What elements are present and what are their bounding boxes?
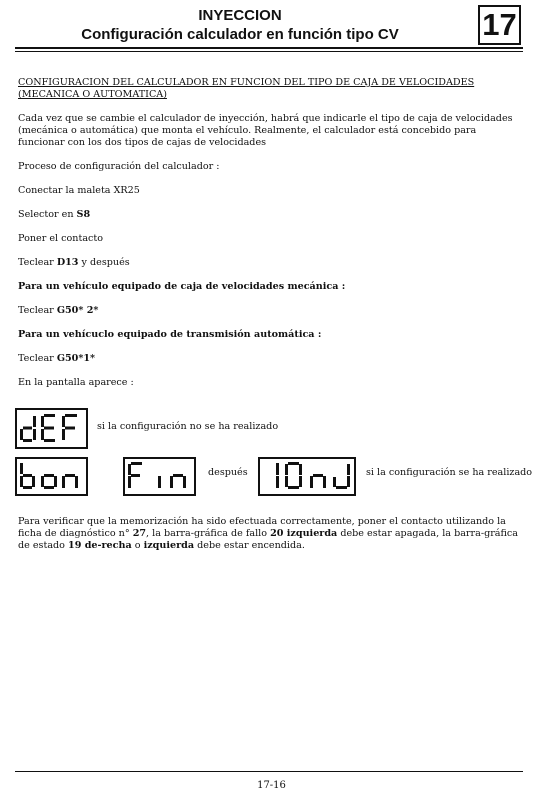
after-label: después: [208, 467, 248, 478]
step-type: Teclear D13 y después: [18, 257, 130, 268]
chapter-number: 17: [478, 5, 521, 45]
step-connect: Conectar la maleta XR25: [18, 185, 140, 196]
section-subtitle: Configuración calculador en función tipo CV: [81, 26, 399, 43]
section-title: INYECCION: [198, 7, 282, 24]
display-bon: [15, 457, 88, 496]
header-rule-thin: [15, 51, 523, 52]
procedure-heading: CONFIGURACION DEL CALCULADOR EN FUNCION DEL TIPO DE CAJA DE VELOCIDADES (MECANICA O AUTOMATICA): [18, 77, 475, 100]
def-caption: si la configuración no se ha realizado: [97, 421, 279, 432]
body-text: [18, 77, 523, 389]
screen-intro: En la pantalla aparece :: [18, 377, 134, 388]
header-rule: [15, 47, 523, 49]
page-number: 17-16: [257, 780, 286, 791]
step-contact: Poner el contacto: [18, 233, 104, 244]
display-fin: [123, 457, 196, 496]
footer-rule: [15, 771, 523, 772]
ok-caption: si la configuración se ha realizado: [366, 467, 533, 478]
process-label: Proceso de configuración del calculador :: [18, 161, 220, 172]
display-injection: [258, 457, 356, 496]
manual-heading: Para un vehículo equipado de caja de velocidades mecánica :: [18, 281, 346, 292]
manual-code: Teclear G50* 2*: [18, 305, 99, 316]
verify-paragraph: Para verificar que la memorización ha sido efectuada correctamente, poner el contacto utilizando la ficha de diagnóstico n° 27, la barra-gráfica de fallo 20 izquierda debe estar apagada, la barra-gráfica de estado 19 de-recha o izquierda debe estar encendida.: [18, 516, 519, 551]
step-selector: Selector en S8: [18, 209, 91, 220]
display-def: [15, 408, 88, 449]
auto-code: Teclear G50*1*: [18, 353, 96, 364]
intro-paragraph: Cada vez que se cambie el calculador de inyección, habrá que indicarle el tipo de caja de velocidades (mecánica o automática) que monta el vehículo. Realmente, el calculador está concebido para funcionar con los dos tipos de cajas de velocidades: [18, 113, 513, 148]
auto-heading: Para un vehícuclo equipado de transmisión automática :: [18, 329, 322, 340]
